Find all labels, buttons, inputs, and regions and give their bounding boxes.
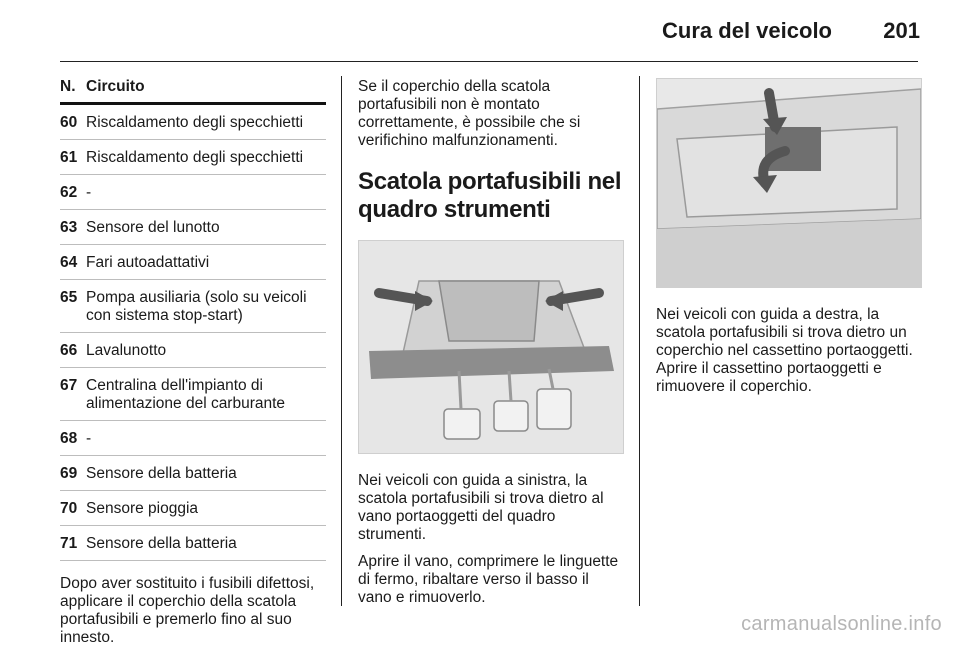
row-number: 70	[60, 500, 78, 517]
row-circuit: -	[86, 430, 92, 447]
row-circuit: Riscaldamento degli specchietti	[86, 149, 304, 166]
table-row	[60, 289, 326, 333]
column-right	[656, 78, 922, 396]
table-row	[60, 114, 326, 140]
table-row	[60, 342, 326, 368]
column-divider-2	[639, 76, 640, 606]
table-row	[60, 535, 326, 561]
pedal-area-illustration	[359, 241, 623, 453]
row-number: 68	[60, 430, 78, 447]
table-row	[60, 149, 326, 175]
fuse-table-header	[60, 78, 326, 105]
row-number: 61	[60, 149, 78, 166]
header-number: N.	[60, 78, 76, 95]
row-number: 63	[60, 219, 78, 236]
column-left	[60, 78, 326, 647]
col2-intro: Se il coperchio della scatola portafusibili non è montato correttamente, è possibile che si verifichino malfunzionamenti.	[358, 78, 581, 149]
row-number: 60	[60, 114, 78, 131]
column-middle	[358, 78, 624, 607]
table-row	[60, 184, 326, 210]
table-row	[60, 465, 326, 491]
row-number: 71	[60, 535, 78, 552]
column-divider-1	[341, 76, 342, 606]
row-circuit: Lavalunotto	[86, 342, 167, 359]
table-row	[60, 254, 326, 280]
col1-paragraph: Dopo aver sostituito i fusibili difettosi, applicare il coperchio della scatola portafusibili e premerlo fino al suo innesto.	[60, 575, 315, 646]
table-row	[60, 430, 326, 456]
row-circuit: Sensore pioggia	[86, 500, 199, 517]
header-circuit: Circuito	[86, 78, 145, 95]
header-divider	[60, 61, 918, 62]
row-circuit: Sensore della batteria	[86, 465, 237, 482]
row-circuit: Sensore della batteria	[86, 535, 237, 552]
table-row	[60, 500, 326, 526]
row-circuit: Sensore del lunotto	[86, 219, 220, 236]
row-circuit: Fari autoadattativi	[86, 254, 210, 271]
row-number: 65	[60, 289, 78, 306]
watermark: carmanualsonline.info	[741, 613, 942, 635]
row-circuit: -	[86, 184, 92, 201]
row-number: 62	[60, 184, 78, 201]
row-circuit: Pompa ausiliaria (solo su veicoli con sistema stop-start)	[86, 289, 307, 324]
row-number: 66	[60, 342, 78, 359]
row-circuit: Centralina dell'impianto di alimentazione del carburante	[86, 377, 286, 412]
row-number: 69	[60, 465, 78, 482]
table-row	[60, 219, 326, 245]
fuse-box-rhd-figure	[656, 78, 922, 288]
col2-paragraph-2: Aprire il vano, comprimere le linguette di fermo, ribaltare verso il basso il vano e rimuoverlo.	[358, 553, 619, 606]
page-number: 201	[883, 18, 920, 43]
fuse-table-body	[60, 114, 326, 561]
page-header-title: Cura del veicolo	[662, 18, 832, 43]
col2-paragraph-1: Nei veicoli con guida a sinistra, la scatola portafusibili si trova dietro al vano portaoggetti del quadro strumenti.	[358, 472, 604, 543]
row-circuit: Riscaldamento degli specchietti	[86, 114, 304, 131]
table-row	[60, 377, 326, 421]
row-number: 64	[60, 254, 78, 271]
glovebox-illustration	[657, 79, 921, 287]
fuse-box-lhd-figure	[358, 240, 624, 454]
col3-paragraph: Nei veicoli con guida a destra, la scatola portafusibili si trova dietro un coperchio nel cassettino portaoggetti. Aprire il cassettino portaoggetti e rimuovere il coperchio.	[656, 306, 913, 395]
row-number: 67	[60, 377, 78, 394]
section-heading: Scatola portafusibili nel quadro strumenti	[358, 168, 622, 223]
